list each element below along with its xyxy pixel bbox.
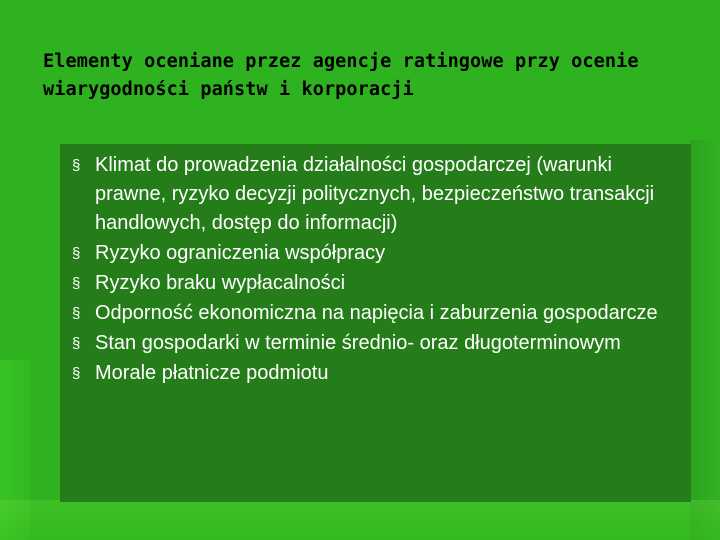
bullet-item bbox=[72, 268, 681, 298]
bullet-item bbox=[72, 328, 681, 358]
bullet-item bbox=[72, 238, 681, 268]
decorative-band-bottom bbox=[0, 500, 720, 540]
slide-title: Elementy oceniane przez agencje ratingowe przy ocenie wiarygodności państw i korporacji bbox=[43, 51, 639, 100]
bullet-text: Klimat do prowadzenia działalności gospodarczej (warunki prawne, ryzyko decyzji politycznych, bezpieczeństwo transakcji handlowych, dostęp do informacji) bbox=[95, 154, 655, 234]
bullet-text: Stan gospodarki w terminie średnio- oraz długoterminowym bbox=[95, 332, 621, 354]
bullet-text: Ryzyko braku wypłacalności bbox=[95, 272, 346, 294]
bullet-text: Ryzyko ograniczenia współpracy bbox=[95, 242, 386, 264]
bullet-text: Odporność ekonomiczna na napięcia i zaburzenia gospodarcze bbox=[95, 302, 658, 324]
decorative-band-right bbox=[690, 140, 720, 540]
decorative-band-left bbox=[0, 360, 30, 540]
content-box bbox=[60, 144, 691, 502]
bullet-marker-icon: § bbox=[72, 365, 81, 382]
bullet-marker-icon: § bbox=[72, 245, 81, 262]
bullet-item bbox=[72, 150, 681, 238]
bullet-marker-icon: § bbox=[72, 335, 81, 352]
bullet-marker-icon: § bbox=[72, 275, 81, 292]
bullet-item bbox=[72, 358, 681, 388]
bullet-text: Morale płatnicze podmiotu bbox=[95, 362, 329, 384]
bullet-marker-icon: § bbox=[72, 305, 81, 322]
bullet-marker-icon: § bbox=[72, 157, 81, 174]
bullet-list bbox=[72, 150, 681, 388]
bullet-item bbox=[72, 298, 681, 328]
